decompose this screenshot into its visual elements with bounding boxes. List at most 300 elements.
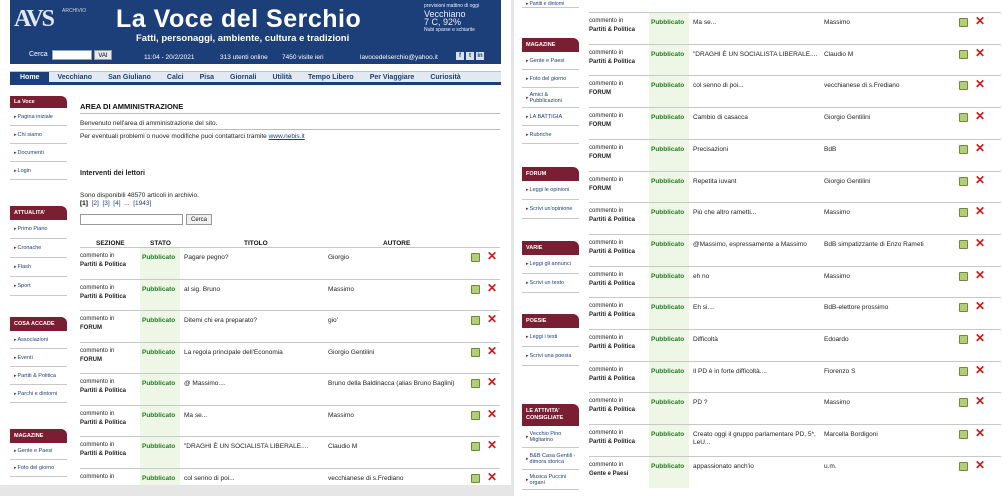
delete-icon[interactable]: ✕ (487, 312, 498, 326)
cell-autore: Massimo (824, 19, 851, 26)
table-row (589, 171, 1001, 203)
section-prefix: commento in (80, 410, 115, 417)
edit-icon[interactable] (959, 335, 968, 344)
table-row (589, 202, 1001, 234)
weather-sky: Nubi sparse e schiarite (424, 27, 475, 33)
cell-titolo[interactable]: Più che altro rametti... (693, 209, 757, 217)
cell-sezione (80, 252, 138, 270)
section-name: FORUM (589, 122, 611, 129)
cell-sezione (589, 334, 647, 352)
sidebar-heading: POESIE (522, 314, 579, 328)
edit-icon[interactable] (959, 18, 968, 27)
sidebar-heading: COSA ACCADE (10, 317, 67, 331)
sidebar-item-flash[interactable]: ▸ Flash (10, 258, 67, 277)
date-time: 11:04 - 20/2/2021 (144, 54, 195, 61)
sidebar-item-scrivi-opinione[interactable]: ▸ Scrivi un'opinione (522, 200, 579, 219)
cell-sezione (80, 410, 138, 428)
divider (80, 113, 500, 114)
cell-sezione (589, 239, 647, 257)
sidebar-item-scrivi-testo[interactable]: ▸ Scrivi un testo (522, 274, 579, 293)
cell-autore: Massimo (824, 272, 851, 280)
status-badge: Pubblicato (140, 406, 180, 437)
cell-titolo[interactable]: Il PD è in forte difficoltà.... (693, 367, 767, 375)
delete-icon[interactable]: ✕ (975, 267, 986, 282)
page-title: AREA DI AMMINISTRAZIONE (80, 102, 184, 111)
edit-icon[interactable] (471, 285, 480, 294)
section-prefix: commento in (589, 176, 624, 183)
sidebar-item-chi-siamo[interactable]: ▸ Chi siamo (10, 126, 67, 144)
edit-icon[interactable] (959, 145, 968, 154)
sidebar-item-amici-pubblicazioni[interactable]: ▸ Amici & Pubblicazioni (522, 88, 579, 108)
table-row (589, 266, 1001, 298)
social-icons (456, 52, 484, 60)
table-row (589, 234, 1001, 266)
sidebar-heading: La Voce (10, 96, 67, 108)
delete-icon[interactable]: ✕ (975, 14, 986, 28)
sidebar-item-primo-piano[interactable]: ▸ Primo Piano (10, 220, 67, 239)
site-title[interactable]: La Voce del Serchio (116, 5, 362, 33)
sidebar-item-gente-paesi[interactable]: ▸ Gente e Paesi (10, 443, 67, 460)
sidebar-item-vecchio-pino[interactable]: ▸ Vecchio Pino Migliarino (522, 426, 579, 448)
section-prefix: commento in (80, 284, 115, 291)
sidebar-heading: MAGAZINE (522, 38, 579, 52)
table-row (589, 297, 1001, 329)
site-header (10, 0, 501, 64)
section-prefix: commento in (589, 18, 624, 24)
cell-titolo[interactable]: La regola principale dell'Economia (184, 348, 283, 356)
table-row (80, 436, 500, 468)
cell-titolo[interactable]: appassionato anch'io (693, 462, 754, 470)
cell-autore: vecchianese di s.Frediano (824, 82, 900, 90)
delete-icon[interactable]: ✕ (975, 394, 986, 409)
nav-giornali[interactable]: Giornali (230, 73, 257, 81)
edit-icon[interactable] (471, 348, 480, 357)
page-link-2[interactable]: [2] (91, 200, 99, 207)
nav-vecchiano[interactable]: Vecchiano (57, 73, 93, 81)
section-prefix: commento in (589, 81, 624, 88)
site-logo[interactable]: AVS (14, 6, 53, 32)
delete-icon[interactable]: ✕ (975, 172, 986, 187)
cell-sezione (589, 397, 647, 415)
sidebar-item-partiti-politica[interactable]: ▸ Partiti & Politica (10, 367, 67, 385)
section-prefix: commento in (589, 144, 624, 151)
cell-sezione (80, 378, 138, 396)
status-badge: Pubblicato (649, 172, 689, 203)
section-name: Partiti & Politica (80, 419, 127, 426)
pagination (80, 200, 151, 207)
section-name: Partiti & Politica (589, 439, 636, 446)
section-name: FORUM (589, 153, 611, 160)
page-ellipsis: ... (124, 200, 130, 207)
status-badge: Pubblicato (649, 203, 689, 234)
section-prefix: commento in (80, 253, 115, 259)
section-prefix: commento in (589, 208, 624, 215)
status-badge: Pubblicato (649, 425, 689, 456)
section-prefix: commento in (80, 347, 115, 354)
delete-icon[interactable]: ✕ (975, 457, 986, 472)
sidebar-item-leggi-annunci[interactable]: ▸ Leggi gli annunci (522, 255, 579, 274)
section-name: FORUM (589, 90, 611, 97)
sidebar-attivita (522, 404, 579, 490)
cell-titolo[interactable]: Eh si.... (693, 304, 715, 312)
section-name: Partiti & Politica (80, 451, 127, 457)
sidebar-item-associazioni[interactable]: ▸ Associazioni (10, 331, 67, 349)
sidebar-heading: LE ATTIVITA' CONSIGLIATE (522, 404, 579, 426)
status-badge: Pubblicato (140, 311, 180, 342)
table-row (589, 424, 1001, 456)
cell-autore: Massimo (824, 399, 851, 407)
nebis-link[interactable]: www.nebis.it (268, 133, 305, 140)
section-prefix: commento in (589, 461, 624, 468)
sidebar-item-foto-giorno[interactable]: ▸ Foto del giorno (10, 460, 67, 477)
page-link-last[interactable]: [1943] (133, 200, 152, 207)
sidebar-item-gente-paesi[interactable]: ▸ Gente e Paesi (522, 52, 579, 70)
edit-icon[interactable] (959, 113, 968, 122)
section-prefix: commento in (80, 442, 115, 448)
facebook-icon[interactable]: f (456, 52, 464, 60)
cell-autore: Massimo (328, 411, 355, 419)
nav-calci[interactable]: Calci (166, 73, 184, 81)
section-name: Partiti & Politica (589, 344, 636, 350)
delete-icon[interactable]: ✕ (487, 375, 498, 389)
column-header-autore: AUTORE (383, 240, 411, 247)
cell-autore: Edoardo (824, 336, 849, 343)
section-name: FORUM (589, 185, 611, 192)
status-badge: Pubblicato (649, 13, 689, 44)
page-link-3[interactable]: [3] (102, 200, 110, 207)
section-prefix: commento in (589, 430, 624, 437)
cell-sezione (589, 144, 647, 162)
cell-titolo[interactable]: Ditemi chi era preparato? (184, 317, 257, 324)
nav-per-viaggiare[interactable]: Per Viaggiare (369, 73, 415, 81)
filter-input[interactable] (80, 214, 183, 225)
section-prefix: commento in (589, 303, 624, 310)
cell-sezione (589, 17, 647, 35)
section-name: Partiti & Politica (589, 58, 636, 65)
table-row (589, 12, 1001, 44)
section-prefix: commento in (80, 473, 115, 480)
section-prefix: commento in (589, 239, 624, 246)
delete-icon[interactable]: ✕ (487, 343, 498, 358)
cell-autore: BdB-elettore prossimo (824, 304, 889, 312)
section-name: Partiti & Politica (589, 312, 636, 319)
section-prefix: commento in (589, 398, 624, 405)
nav-utilita[interactable]: Utilità (272, 73, 292, 81)
weather-temp: 7 C, 92% (424, 17, 462, 27)
sidebar-cosa-accade (10, 317, 67, 403)
page-link-4[interactable]: [4] (113, 200, 121, 207)
delete-icon[interactable]: ✕ (975, 204, 986, 219)
sidebar-item-documenti[interactable]: ▸ Documenti (10, 144, 67, 162)
status-badge: Pubblicato (649, 457, 689, 488)
edit-icon[interactable] (959, 177, 968, 186)
table-row (589, 139, 1001, 171)
column-header-titolo: TITOLO (244, 240, 268, 247)
section-name: Partiti & Politica (589, 375, 636, 382)
cell-sezione (80, 441, 138, 459)
delete-icon[interactable]: ✕ (975, 140, 986, 155)
edit-icon[interactable] (959, 303, 968, 312)
sidebar-forum (522, 167, 579, 219)
search-input[interactable] (52, 50, 92, 60)
status-badge: Pubblicato (649, 76, 689, 107)
cell-sezione (589, 302, 647, 320)
section-prefix: commento in (589, 271, 624, 278)
sidebar-item-scrivi-poesia[interactable]: ▸ Scrivi una poesia (522, 347, 579, 366)
cell-titolo[interactable]: Ma se... (693, 19, 717, 26)
delete-icon[interactable]: ✕ (487, 438, 498, 452)
status-badge: Pubblicato (140, 469, 180, 486)
contact-message: Per eventuali problemi o nuove modifiche puoi contattarci tramite (80, 133, 267, 140)
cell-sezione (80, 284, 138, 302)
cell-titolo[interactable]: Pagare pegno? (184, 254, 229, 261)
cell-autore: Massimo (824, 209, 851, 217)
cell-sezione (80, 473, 138, 482)
nav-tempo-libero[interactable]: Tempo Libero (307, 73, 354, 81)
section-prefix: commento in (589, 335, 624, 341)
twitter-icon[interactable]: t (466, 52, 474, 60)
divider (80, 129, 500, 130)
edit-icon[interactable] (959, 398, 968, 407)
sidebar-item-leggi-opinioni[interactable]: ▸ Leggi le opinioni (522, 181, 579, 200)
status-badge: Pubblicato (649, 298, 689, 329)
nav-pisa[interactable]: Pisa (199, 73, 215, 81)
sidebar-attualita (10, 206, 67, 296)
edit-icon[interactable] (471, 379, 480, 388)
cell-sezione (589, 112, 647, 130)
cell-sezione (80, 347, 138, 365)
status-badge: Pubblicato (649, 235, 689, 266)
search-button[interactable]: VAI (94, 50, 112, 60)
section-name: Partiti & Politica (80, 262, 127, 268)
table-row (80, 247, 500, 279)
sidebar-item-eventi[interactable]: ▸ Eventi (10, 349, 67, 367)
cell-titolo[interactable]: Cambio di casacca (693, 114, 748, 122)
sidebar-item-partiti-dintorni[interactable]: ▸ Partiti e dintorni (522, 0, 579, 8)
sidebar-item-foto-giorno[interactable]: ▸ Foto del giorno (522, 70, 579, 88)
articles-count: Sono disponibili 48570 articoli in archivio. (80, 192, 199, 199)
delete-icon[interactable]: ✕ (975, 235, 986, 250)
cell-sezione (589, 80, 647, 98)
cell-autore: Giorgio Gentilini (824, 114, 871, 122)
table-row (80, 405, 500, 437)
delete-icon[interactable]: ✕ (975, 426, 986, 441)
section-name: FORUM (80, 325, 102, 331)
table-row (589, 456, 1001, 488)
section-prefix: commento in (80, 379, 115, 385)
contact-text (80, 133, 305, 140)
delete-icon[interactable]: ✕ (487, 249, 498, 263)
cell-titolo[interactable]: al sig. Bruno (184, 285, 221, 293)
edit-icon[interactable] (959, 462, 968, 471)
column-header-stato: STATO (150, 240, 171, 247)
online-users: 313 utenti online (220, 54, 268, 61)
cell-sezione (589, 429, 647, 447)
table-row (80, 279, 500, 311)
delete-icon[interactable]: ✕ (487, 469, 498, 484)
table-row (80, 373, 500, 405)
column-header-sezione: SEZIONE (96, 240, 125, 247)
visits-yesterday: 7450 visite ieri (282, 54, 324, 61)
sidebar-item-pagina-iniziale[interactable]: ▸ Pagina iniziale (10, 108, 67, 126)
delete-icon[interactable]: ✕ (975, 109, 986, 124)
sidebar-heading: FORUM (522, 167, 579, 181)
table-row (80, 310, 500, 342)
cell-autore: Giorgio Gentilini (824, 177, 871, 185)
sidebar-varie (522, 241, 579, 293)
delete-icon[interactable]: ✕ (487, 406, 498, 421)
cell-sezione (589, 49, 647, 67)
cell-titolo[interactable]: @ Massimo.... (184, 380, 226, 387)
section-prefix: commento in (589, 366, 624, 373)
weather-widget (424, 2, 498, 34)
cell-autore: Giorgio (328, 254, 349, 261)
table-row (589, 44, 1001, 76)
sidebar-item-battigia[interactable]: ▸ LA BATTIGIA (522, 108, 579, 126)
section-prefix: commento in (589, 49, 624, 56)
table-row (589, 392, 1001, 424)
section-name: Partiti & Politica (589, 27, 636, 33)
section-name: Partiti & Politica (589, 280, 636, 287)
section-name: Partiti & Politica (589, 407, 636, 414)
cell-autore: Fiorenzo S (824, 367, 856, 375)
sidebar-item-parchi[interactable]: ▸ Parchi e dintorni (10, 385, 67, 403)
cell-autore: Bruno della Baldinacca (alias Bruno Baglini) (328, 380, 455, 387)
cell-titolo[interactable]: "DRAGHI È UN SOCIALISTA LIBERALE.... (184, 443, 309, 450)
section-name: Partiti & Politica (80, 293, 127, 300)
section-title: Interventi dei lettori (80, 170, 145, 177)
status-badge: Pubblicato (649, 362, 689, 393)
cell-autore: Massimo (328, 285, 355, 293)
filter-button[interactable]: Cerca (186, 214, 212, 225)
cell-autore: BdB (824, 145, 837, 153)
cell-autore: Claudio M (328, 443, 358, 450)
table-row (589, 107, 1001, 139)
section-prefix: commento in (589, 113, 624, 120)
status-badge: Pubblicato (649, 108, 689, 139)
weather-forecast: previsioni mattino di oggi (424, 3, 480, 9)
sidebar-item-rubriche[interactable]: ▸ Rubriche (522, 126, 579, 144)
cell-sezione (80, 315, 138, 333)
search-label: Cerca (29, 51, 48, 58)
sidebar-item-login[interactable]: ▸ Login (10, 162, 67, 180)
cell-sezione (589, 207, 647, 225)
cell-titolo[interactable]: eh no (693, 272, 710, 280)
cell-titolo[interactable]: @Massimo, espressamente a Massimo (693, 240, 807, 248)
welcome-text: Benvenuto nell'area di amministrazione del sito. (80, 120, 218, 127)
linkedin-icon[interactable]: in (477, 53, 483, 59)
cell-titolo[interactable]: "DRAGHI È UN SOCIALISTA LIBERALE.... (693, 50, 818, 58)
edit-icon[interactable] (471, 253, 480, 262)
cell-titolo[interactable]: col senno di poi... (184, 474, 235, 482)
status-badge: Pubblicato (649, 330, 689, 361)
main-nav (10, 71, 501, 85)
table-row (589, 361, 1001, 393)
cell-autore: BdB simpatizzante di Enzo Rameti (824, 240, 924, 248)
page-link-1[interactable]: [1] (80, 200, 88, 207)
weather-place: Vecchiano (424, 9, 466, 19)
edit-icon[interactable] (959, 50, 968, 59)
cell-titolo[interactable]: Difficoltà (693, 336, 718, 343)
cell-titolo[interactable]: Ma se... (184, 411, 208, 419)
section-name: Partiti & Politica (589, 217, 636, 224)
cell-autore: u.m. (824, 462, 837, 470)
status-badge: Pubblicato (140, 280, 180, 311)
delete-icon[interactable]: ✕ (487, 280, 498, 295)
edit-icon[interactable] (959, 240, 968, 249)
cell-autore: Giorgio Gentilini (328, 348, 375, 356)
cell-titolo[interactable]: Creato oggi il gruppo parlamentare PD, 5*, LeU... (693, 431, 816, 447)
cell-titolo[interactable]: Precisazioni (693, 145, 729, 153)
sidebar-top-fragment (522, 0, 579, 8)
edit-icon[interactable] (471, 442, 480, 451)
sidebar-item-cronache[interactable]: ▸ Cronache (10, 239, 67, 258)
nav-home[interactable]: Home (10, 72, 49, 83)
cell-autore: Claudio M (824, 50, 854, 58)
left-panel (0, 0, 511, 485)
status-badge: Pubblicato (140, 343, 180, 374)
delete-icon[interactable]: ✕ (975, 45, 986, 60)
cell-titolo[interactable]: Repetita iuvant (693, 177, 737, 185)
sidebar-item-leggi-testi[interactable]: ▸ Leggi i testi (522, 328, 579, 347)
cell-autore: vecchianese di s.Frediano (328, 474, 404, 482)
status-badge: Pubblicato (140, 437, 180, 468)
delete-icon[interactable]: ✕ (975, 362, 986, 377)
edit-icon[interactable] (959, 81, 968, 90)
cell-autore: gio' (328, 317, 338, 324)
edit-icon[interactable] (959, 208, 968, 217)
sidebar-magazine (522, 38, 579, 144)
edit-icon[interactable] (959, 430, 968, 439)
sidebar-heading: VARIE (522, 241, 579, 255)
section-name: Gente e Paesi (589, 470, 629, 477)
nav-curiosita[interactable]: Curiosità (430, 73, 461, 81)
cell-sezione (589, 271, 647, 289)
sidebar-item-casa-gentili[interactable]: ▸ B&B Casa Gentili - dimora storica (522, 448, 579, 470)
delete-icon[interactable]: ✕ (975, 331, 986, 345)
contact-email[interactable]: lavocedelserchio@yahoo.it (360, 54, 438, 61)
edit-icon[interactable] (959, 367, 968, 376)
delete-icon[interactable]: ✕ (975, 77, 986, 92)
nav-san-giuliano[interactable]: San Giuliano (108, 73, 151, 81)
cell-sezione (589, 176, 647, 194)
edit-icon[interactable] (471, 316, 480, 325)
sidebar-item-sport[interactable]: ▸ Sport (10, 277, 67, 296)
status-badge: Pubblicato (649, 267, 689, 298)
section-name: Partiti & Politica (589, 248, 636, 255)
cell-titolo[interactable]: col senno di poi... (693, 82, 744, 90)
status-badge: Pubblicato (649, 45, 689, 76)
logo-subtitle: ARCHIVIO (62, 8, 87, 14)
cell-sezione (589, 461, 647, 479)
sidebar-heading: MAGAZINE (10, 429, 67, 443)
sidebar-poesie (522, 314, 579, 366)
sidebar-magazine (10, 429, 67, 477)
status-badge: Pubblicato (649, 393, 689, 424)
section-name: FORUM (80, 356, 102, 363)
sidebar-item-musica-puccini[interactable]: ▸ Musica Puccini organi (522, 470, 579, 490)
section-prefix: commento in (80, 316, 115, 322)
site-tagline: Fatti, personaggi, ambiente, cultura e tradizioni (136, 33, 350, 44)
delete-icon[interactable]: ✕ (975, 299, 986, 314)
cell-autore: Marcella Bordigoni (824, 431, 878, 439)
edit-icon[interactable] (959, 272, 968, 281)
edit-icon[interactable] (471, 474, 480, 483)
edit-icon[interactable] (471, 411, 480, 420)
table-row (589, 329, 1001, 361)
cell-sezione (589, 366, 647, 384)
cell-titolo[interactable]: PD ? (693, 399, 708, 407)
